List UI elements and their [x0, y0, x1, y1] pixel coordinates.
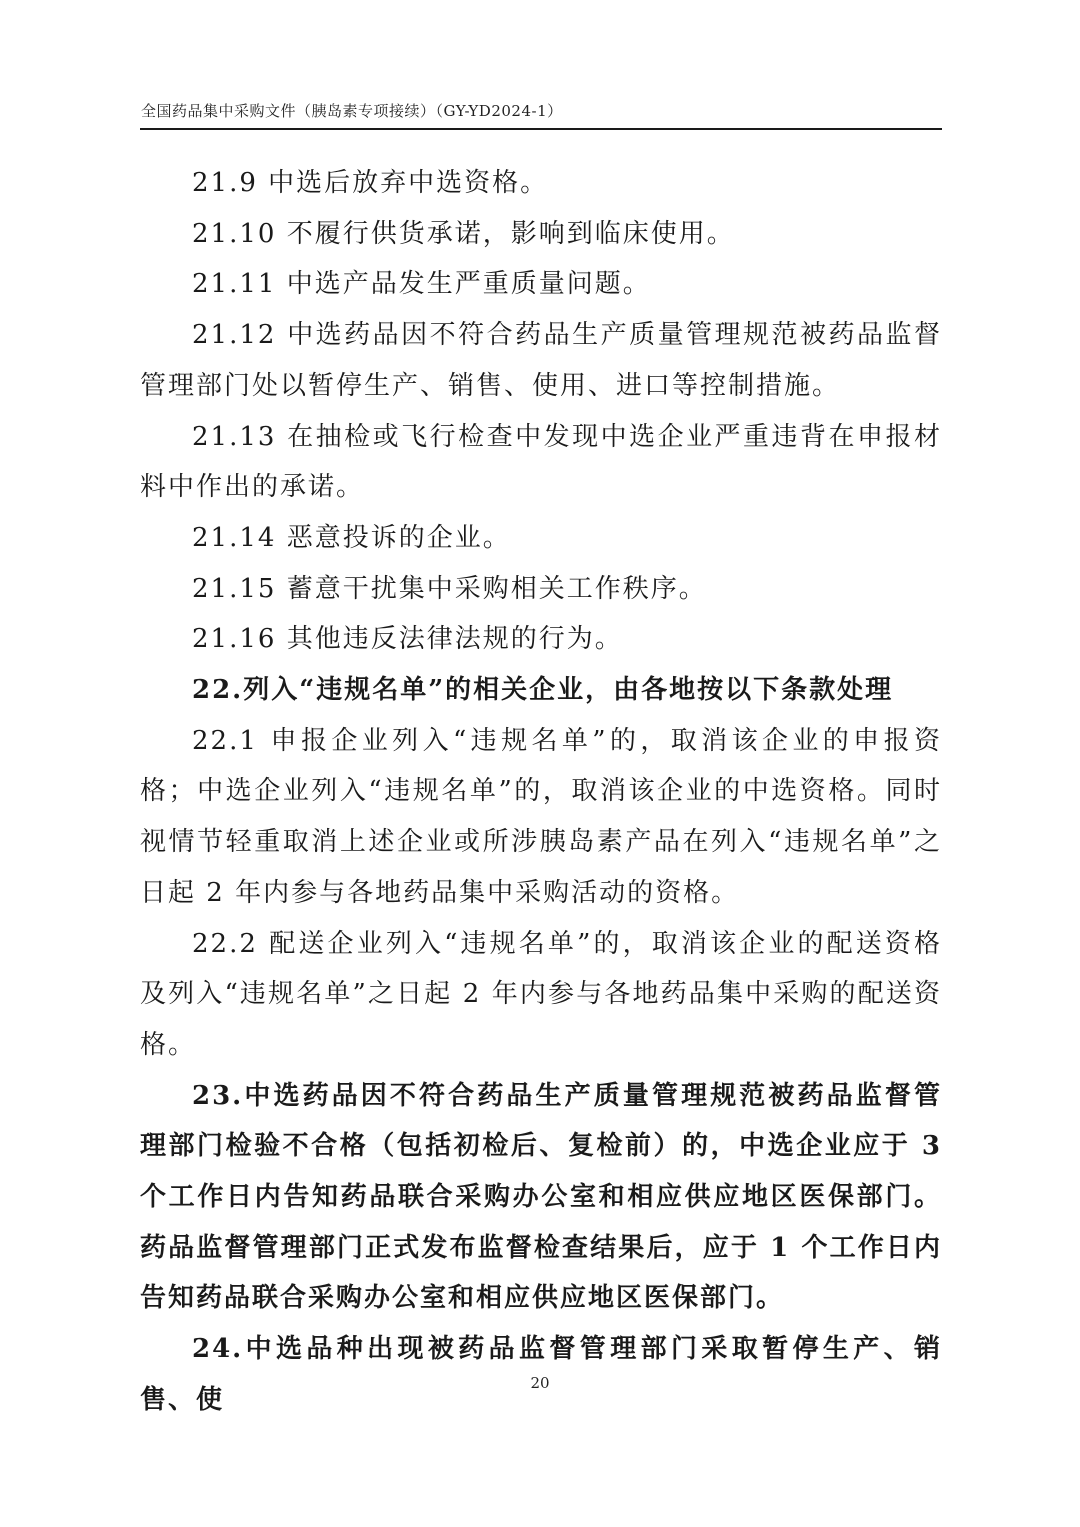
document-body	[140, 158, 942, 1426]
page-number: 20	[530, 1374, 550, 1392]
paragraph-21-15: 21.15 蓄意干扰集中采购相关工作秩序。	[192, 573, 707, 604]
paragraph-22-2: 22.2 配送企业列入“违规名单”的，取消该企业的配送资格及列入“违规名单”之日起 2 年内参与各地药品集中采购的配送资格。	[140, 928, 942, 1060]
paragraph-21-14: 21.14 恶意投诉的企业。	[192, 522, 511, 553]
paragraph-21-11: 21.11 中选产品发生严重质量问题。	[192, 269, 651, 300]
paragraph-21-13: 21.13 在抽检或飞行检查中发现中选企业严重违背在申报材料中作出的承诺。	[140, 421, 942, 503]
page-header-title: 全国药品集中采购文件（胰岛素专项接续）（GY-YD2024-1）	[141, 102, 563, 120]
header-divider	[140, 128, 942, 130]
paragraph-21-10: 21.10 不履行供货承诺，影响到临床使用。	[192, 218, 735, 249]
section-heading-22: 22.列入“违规名单”的相关企业，由各地按以下条款处理	[192, 675, 894, 706]
paragraph-21-9: 21.9 中选后放弃中选资格。	[192, 168, 549, 198]
paragraph-21-16: 21.16 其他违反法律法规的行为。	[192, 624, 623, 655]
section-24: 24.中选品种出现被药品监督管理部门采取暂停生产、销售、使	[140, 1334, 942, 1415]
paragraph-21-12: 21.12 中选药品因不符合药品生产质量管理规范被药品监督管理部门处以暂停生产、销售、使用、进口等控制措施。	[140, 320, 942, 401]
paragraph-22-1: 22.1 申报企业列入“违规名单”的，取消该企业的申报资格；中选企业列入“违规名单”的，取消该企业的中选资格。同时视情节轻重取消上述企业或所涉胰岛素产品在列入“违规名单”之日起 2 年内参与各地药品集中采购活动的资格。	[140, 725, 942, 908]
section-23: 23.中选药品因不符合药品生产质量管理规范被药品监督管理部门检验不合格（包括初检后、复检前）的，中选企业应于 3 个工作日内告知药品联合采购办公室和相应供应地区医保部门。药品监督管理部门正式发布监督检查结果后，应于 1 个工作日内告知药品联合采购办公室和相应供应地区医保部门。	[140, 1080, 942, 1314]
